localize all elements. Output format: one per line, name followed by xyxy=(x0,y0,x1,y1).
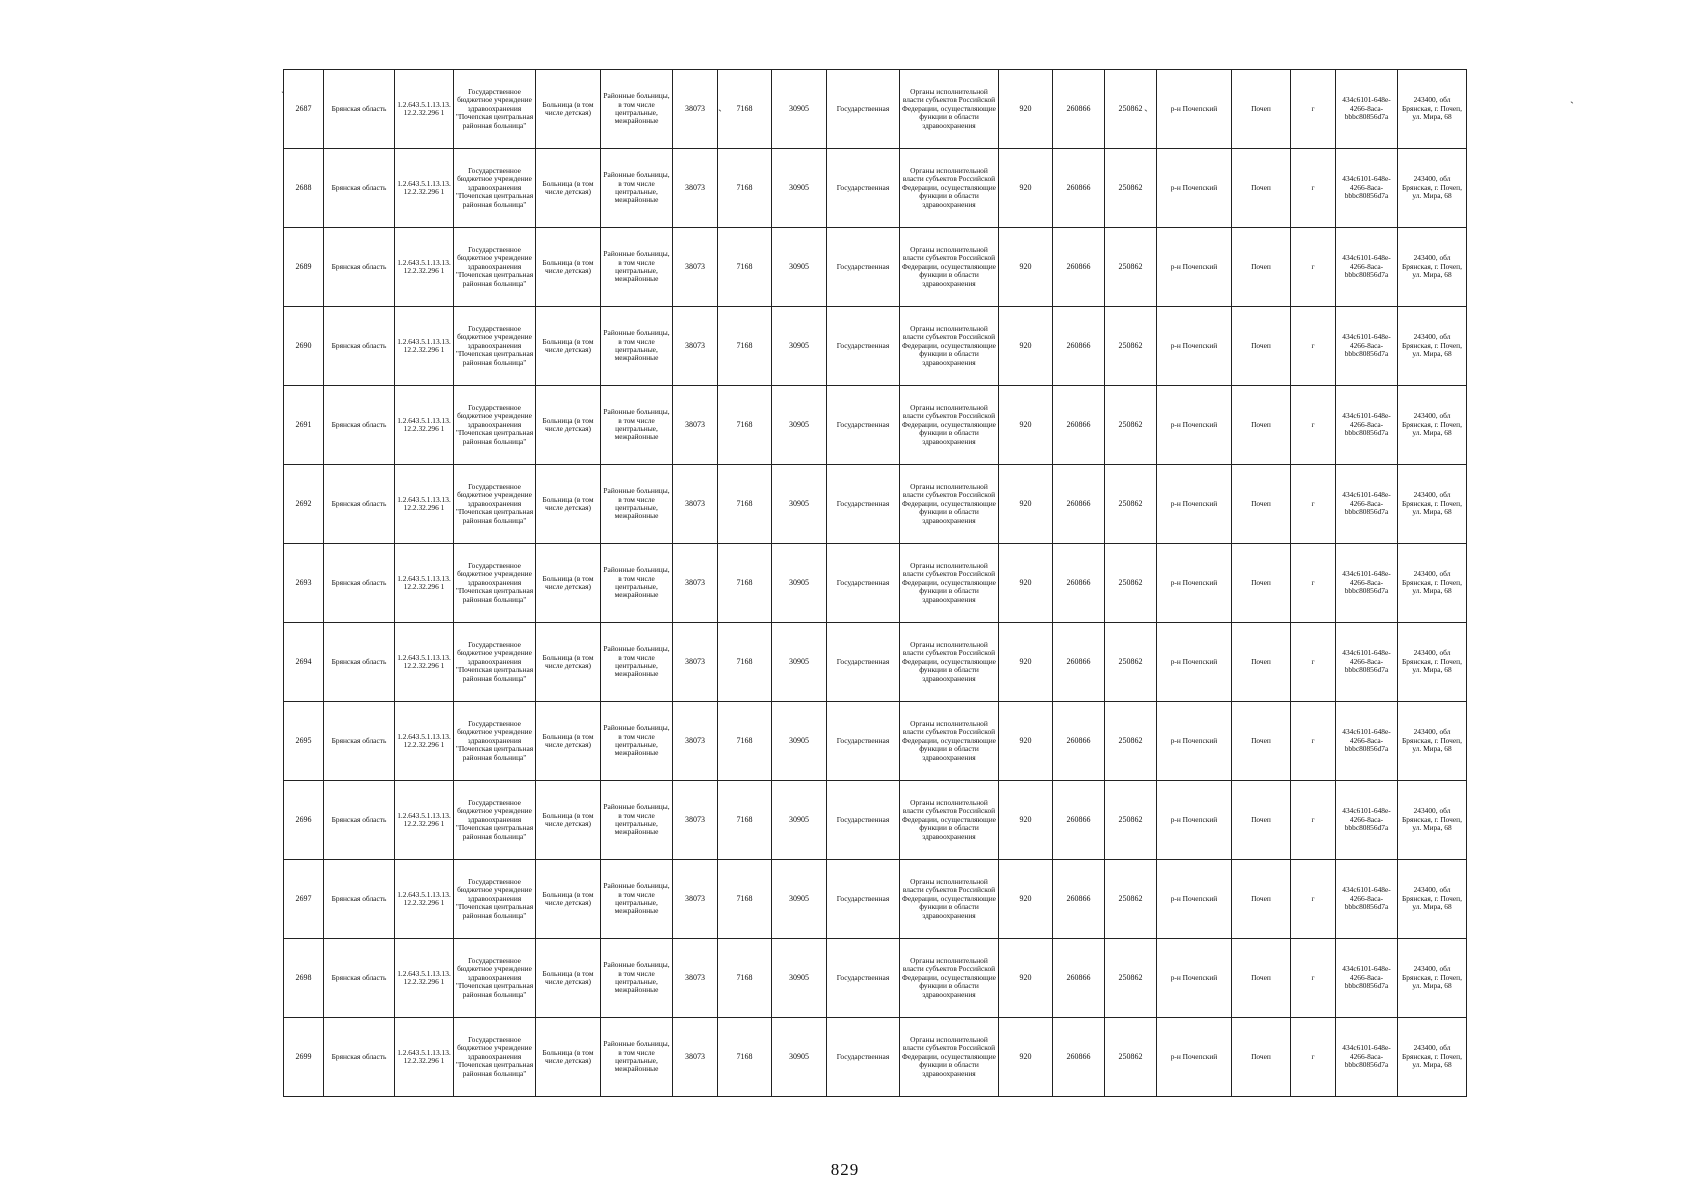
facility-subtype-cell: Районные больницы, в том числе центральные, межрайонные xyxy=(601,781,673,860)
table-row xyxy=(284,781,1467,860)
address-cell: 243400, обл Брянская, г. Почеп, ул. Мира, 68 xyxy=(1398,149,1467,228)
code-2-cell: 7168 xyxy=(718,623,772,702)
row-number-cell: 2690 xyxy=(284,307,324,386)
ownership-cell: Государственная xyxy=(827,623,900,702)
code-6-cell: 250862 xyxy=(1105,70,1157,149)
uuid-cell: 434c6101-648e-4266-8aca-bbbc80856d7a xyxy=(1336,228,1398,307)
authority-cell: Органы исполнительной власти субъектов Российской Федерации, осуществляющие функции в области здравоохранения xyxy=(900,939,999,1018)
page-number: 829 xyxy=(830,1160,860,1179)
code-4-cell: 920 xyxy=(999,228,1053,307)
code-4-cell: 920 xyxy=(999,702,1053,781)
facility-type-cell: Больница (в том числе детская) xyxy=(536,70,601,149)
code-2-cell: 7168 xyxy=(718,860,772,939)
authority-cell: Органы исполнительной власти субъектов Российской Федерации, осуществляющие функции в области здравоохранения xyxy=(900,544,999,623)
settlement-kind-cell: г xyxy=(1291,702,1336,781)
uuid-cell: 434c6101-648e-4266-8aca-bbbc80856d7a xyxy=(1336,149,1398,228)
region-cell: Брянская область xyxy=(324,702,395,781)
oid-code-cell: 1.2.643.5.1.13.13.12.2.32.296 1 xyxy=(395,307,454,386)
facility-type-cell: Больница (в том числе детская) xyxy=(536,623,601,702)
settlement-kind-cell: г xyxy=(1291,1018,1336,1097)
district-cell: р-н Почепский xyxy=(1157,465,1232,544)
region-cell: Брянская область xyxy=(324,544,395,623)
row-number-cell: 2689 xyxy=(284,228,324,307)
code-3-cell: 30905 xyxy=(772,1018,827,1097)
code-2-cell: 7168 xyxy=(718,70,772,149)
district-cell: р-н Почепский xyxy=(1157,70,1232,149)
settlement-kind-cell: г xyxy=(1291,70,1336,149)
scan-mark: ` xyxy=(1144,107,1148,121)
organization-name-cell: Государственное бюджетное учреждение здравоохранения "Почепская центральная районная больница" xyxy=(454,465,536,544)
region-cell: Брянская область xyxy=(324,307,395,386)
facility-subtype-cell: Районные больницы, в том числе центральные, межрайонные xyxy=(601,465,673,544)
address-cell: 243400, обл Брянская, г. Почеп, ул. Мира, 68 xyxy=(1398,1018,1467,1097)
address-cell: 243400, обл Брянская, г. Почеп, ул. Мира, 68 xyxy=(1398,702,1467,781)
uuid-cell: 434c6101-648e-4266-8aca-bbbc80856d7a xyxy=(1336,702,1398,781)
district-cell: р-н Почепский xyxy=(1157,860,1232,939)
code-4-cell: 920 xyxy=(999,307,1053,386)
city-cell: Почеп xyxy=(1232,860,1291,939)
ownership-cell: Государственная xyxy=(827,70,900,149)
code-5-cell: 260866 xyxy=(1053,386,1105,465)
code-1-cell: 38073 xyxy=(673,386,718,465)
code-6-cell: 250862 xyxy=(1105,228,1157,307)
row-number-cell: 2691 xyxy=(284,386,324,465)
facility-type-cell: Больница (в том числе детская) xyxy=(536,465,601,544)
code-2-cell: 7168 xyxy=(718,307,772,386)
table-row xyxy=(284,623,1467,702)
table-row xyxy=(284,544,1467,623)
city-cell: Почеп xyxy=(1232,307,1291,386)
facility-type-cell: Больница (в том числе детская) xyxy=(536,228,601,307)
code-5-cell: 260866 xyxy=(1053,702,1105,781)
uuid-cell: 434c6101-648e-4266-8aca-bbbc80856d7a xyxy=(1336,307,1398,386)
code-5-cell: 260866 xyxy=(1053,939,1105,1018)
code-1-cell: 38073 xyxy=(673,781,718,860)
ownership-cell: Государственная xyxy=(827,544,900,623)
authority-cell: Органы исполнительной власти субъектов Российской Федерации, осуществляющие функции в области здравоохранения xyxy=(900,307,999,386)
ownership-cell: Государственная xyxy=(827,386,900,465)
oid-code-cell: 1.2.643.5.1.13.13.12.2.32.296 1 xyxy=(395,702,454,781)
code-1-cell: 38073 xyxy=(673,307,718,386)
code-4-cell: 920 xyxy=(999,544,1053,623)
district-cell: р-н Почепский xyxy=(1157,939,1232,1018)
organization-name-cell: Государственное бюджетное учреждение здравоохранения "Почепская центральная районная больница" xyxy=(454,228,536,307)
organization-name-cell: Государственное бюджетное учреждение здравоохранения "Почепская центральная районная больница" xyxy=(454,781,536,860)
region-cell: Брянская область xyxy=(324,939,395,1018)
facility-subtype-cell: Районные больницы, в том числе центральные, межрайонные xyxy=(601,228,673,307)
facility-type-cell: Больница (в том числе детская) xyxy=(536,939,601,1018)
uuid-cell: 434c6101-648e-4266-8aca-bbbc80856d7a xyxy=(1336,939,1398,1018)
code-3-cell: 30905 xyxy=(772,781,827,860)
table-row xyxy=(284,702,1467,781)
uuid-cell: 434c6101-648e-4266-8aca-bbbc80856d7a xyxy=(1336,860,1398,939)
code-1-cell: 38073 xyxy=(673,939,718,1018)
organization-name-cell: Государственное бюджетное учреждение здравоохранения "Почепская центральная районная больница" xyxy=(454,702,536,781)
ownership-cell: Государственная xyxy=(827,860,900,939)
organization-name-cell: Государственное бюджетное учреждение здравоохранения "Почепская центральная районная больница" xyxy=(454,70,536,149)
facility-subtype-cell: Районные больницы, в том числе центральные, межрайонные xyxy=(601,860,673,939)
table-row xyxy=(284,1018,1467,1097)
region-cell: Брянская область xyxy=(324,465,395,544)
oid-code-cell: 1.2.643.5.1.13.13.12.2.32.296 1 xyxy=(395,544,454,623)
uuid-cell: 434c6101-648e-4266-8aca-bbbc80856d7a xyxy=(1336,781,1398,860)
code-5-cell: 260866 xyxy=(1053,307,1105,386)
authority-cell: Органы исполнительной власти субъектов Российской Федерации, осуществляющие функции в области здравоохранения xyxy=(900,860,999,939)
authority-cell: Органы исполнительной власти субъектов Российской Федерации, осуществляющие функции в области здравоохранения xyxy=(900,465,999,544)
settlement-kind-cell: г xyxy=(1291,386,1336,465)
code-3-cell: 30905 xyxy=(772,702,827,781)
ownership-cell: Государственная xyxy=(827,149,900,228)
facility-type-cell: Больница (в том числе детская) xyxy=(536,544,601,623)
registry-table xyxy=(283,69,1467,1097)
row-number-cell: 2693 xyxy=(284,544,324,623)
oid-code-cell: 1.2.643.5.1.13.13.12.2.32.296 1 xyxy=(395,1018,454,1097)
row-number-cell: 2692 xyxy=(284,465,324,544)
code-5-cell: 260866 xyxy=(1053,1018,1105,1097)
organization-name-cell: Государственное бюджетное учреждение здравоохранения "Почепская центральная районная больница" xyxy=(454,307,536,386)
region-cell: Брянская область xyxy=(324,860,395,939)
oid-code-cell: 1.2.643.5.1.13.13.12.2.32.296 1 xyxy=(395,623,454,702)
ownership-cell: Государственная xyxy=(827,781,900,860)
code-6-cell: 250862 xyxy=(1105,623,1157,702)
code-2-cell: 7168 xyxy=(718,386,772,465)
uuid-cell: 434c6101-648e-4266-8aca-bbbc80856d7a xyxy=(1336,70,1398,149)
address-cell: 243400, обл Брянская, г. Почеп, ул. Мира, 68 xyxy=(1398,70,1467,149)
district-cell: р-н Почепский xyxy=(1157,1018,1232,1097)
row-number-cell: 2694 xyxy=(284,623,324,702)
row-number-cell: 2699 xyxy=(284,1018,324,1097)
organization-name-cell: Государственное бюджетное учреждение здравоохранения "Почепская центральная районная больница" xyxy=(454,149,536,228)
scan-mark: ` xyxy=(281,89,285,103)
settlement-kind-cell: г xyxy=(1291,860,1336,939)
code-2-cell: 7168 xyxy=(718,1018,772,1097)
code-5-cell: 260866 xyxy=(1053,465,1105,544)
code-5-cell: 260866 xyxy=(1053,149,1105,228)
facility-subtype-cell: Районные больницы, в том числе центральные, межрайонные xyxy=(601,939,673,1018)
address-cell: 243400, обл Брянская, г. Почеп, ул. Мира, 68 xyxy=(1398,386,1467,465)
table-row xyxy=(284,149,1467,228)
facility-subtype-cell: Районные больницы, в том числе центральные, межрайонные xyxy=(601,623,673,702)
ownership-cell: Государственная xyxy=(827,702,900,781)
facility-type-cell: Больница (в том числе детская) xyxy=(536,307,601,386)
code-3-cell: 30905 xyxy=(772,623,827,702)
code-1-cell: 38073 xyxy=(673,1018,718,1097)
facility-type-cell: Больница (в том числе детская) xyxy=(536,781,601,860)
address-cell: 243400, обл Брянская, г. Почеп, ул. Мира, 68 xyxy=(1398,860,1467,939)
ownership-cell: Государственная xyxy=(827,1018,900,1097)
row-number-cell: 2696 xyxy=(284,781,324,860)
region-cell: Брянская область xyxy=(324,1018,395,1097)
district-cell: р-н Почепский xyxy=(1157,149,1232,228)
city-cell: Почеп xyxy=(1232,465,1291,544)
organization-name-cell: Государственное бюджетное учреждение здравоохранения "Почепская центральная районная больница" xyxy=(454,544,536,623)
code-3-cell: 30905 xyxy=(772,307,827,386)
city-cell: Почеп xyxy=(1232,781,1291,860)
district-cell: р-н Почепский xyxy=(1157,702,1232,781)
row-number-cell: 2698 xyxy=(284,939,324,1018)
oid-code-cell: 1.2.643.5.1.13.13.12.2.32.296 1 xyxy=(395,860,454,939)
code-3-cell: 30905 xyxy=(772,939,827,1018)
settlement-kind-cell: г xyxy=(1291,465,1336,544)
settlement-kind-cell: г xyxy=(1291,149,1336,228)
settlement-kind-cell: г xyxy=(1291,781,1336,860)
settlement-kind-cell: г xyxy=(1291,544,1336,623)
city-cell: Почеп xyxy=(1232,702,1291,781)
code-6-cell: 250862 xyxy=(1105,1018,1157,1097)
organization-name-cell: Государственное бюджетное учреждение здравоохранения "Почепская центральная районная больница" xyxy=(454,860,536,939)
address-cell: 243400, обл Брянская, г. Почеп, ул. Мира, 68 xyxy=(1398,307,1467,386)
ownership-cell: Государственная xyxy=(827,228,900,307)
scan-mark: ` xyxy=(1570,99,1574,113)
city-cell: Почеп xyxy=(1232,386,1291,465)
organization-name-cell: Государственное бюджетное учреждение здравоохранения "Почепская центральная районная больница" xyxy=(454,623,536,702)
code-6-cell: 250862 xyxy=(1105,149,1157,228)
facility-type-cell: Больница (в том числе детская) xyxy=(536,860,601,939)
address-cell: 243400, обл Брянская, г. Почеп, ул. Мира, 68 xyxy=(1398,228,1467,307)
code-1-cell: 38073 xyxy=(673,860,718,939)
district-cell: р-н Почепский xyxy=(1157,623,1232,702)
settlement-kind-cell: г xyxy=(1291,939,1336,1018)
facility-subtype-cell: Районные больницы, в том числе центральные, межрайонные xyxy=(601,1018,673,1097)
code-6-cell: 250862 xyxy=(1105,860,1157,939)
code-6-cell: 250862 xyxy=(1105,307,1157,386)
ownership-cell: Государственная xyxy=(827,939,900,1018)
code-2-cell: 7168 xyxy=(718,702,772,781)
uuid-cell: 434c6101-648e-4266-8aca-bbbc80856d7a xyxy=(1336,386,1398,465)
code-6-cell: 250862 xyxy=(1105,465,1157,544)
scan-mark: ` xyxy=(718,107,722,121)
oid-code-cell: 1.2.643.5.1.13.13.12.2.32.296 1 xyxy=(395,70,454,149)
organization-name-cell: Государственное бюджетное учреждение здравоохранения "Почепская центральная районная больница" xyxy=(454,386,536,465)
city-cell: Почеп xyxy=(1232,1018,1291,1097)
district-cell: р-н Почепский xyxy=(1157,544,1232,623)
code-6-cell: 250862 xyxy=(1105,781,1157,860)
code-4-cell: 920 xyxy=(999,70,1053,149)
table-row xyxy=(284,70,1467,149)
table-row xyxy=(284,939,1467,1018)
ownership-cell: Государственная xyxy=(827,465,900,544)
facility-subtype-cell: Районные больницы, в том числе центральные, межрайонные xyxy=(601,386,673,465)
uuid-cell: 434c6101-648e-4266-8aca-bbbc80856d7a xyxy=(1336,1018,1398,1097)
code-4-cell: 920 xyxy=(999,623,1053,702)
code-5-cell: 260866 xyxy=(1053,228,1105,307)
district-cell: р-н Почепский xyxy=(1157,781,1232,860)
region-cell: Брянская область xyxy=(324,228,395,307)
facility-subtype-cell: Районные больницы, в том числе центральные, межрайонные xyxy=(601,702,673,781)
organization-name-cell: Государственное бюджетное учреждение здравоохранения "Почепская центральная районная больница" xyxy=(454,1018,536,1097)
oid-code-cell: 1.2.643.5.1.13.13.12.2.32.296 1 xyxy=(395,149,454,228)
oid-code-cell: 1.2.643.5.1.13.13.12.2.32.296 1 xyxy=(395,465,454,544)
code-1-cell: 38073 xyxy=(673,544,718,623)
code-5-cell: 260866 xyxy=(1053,781,1105,860)
code-6-cell: 250862 xyxy=(1105,544,1157,623)
district-cell: р-н Почепский xyxy=(1157,228,1232,307)
uuid-cell: 434c6101-648e-4266-8aca-bbbc80856d7a xyxy=(1336,623,1398,702)
authority-cell: Органы исполнительной власти субъектов Российской Федерации, осуществляющие функции в области здравоохранения xyxy=(900,149,999,228)
uuid-cell: 434c6101-648e-4266-8aca-bbbc80856d7a xyxy=(1336,465,1398,544)
city-cell: Почеп xyxy=(1232,544,1291,623)
city-cell: Почеп xyxy=(1232,70,1291,149)
code-1-cell: 38073 xyxy=(673,623,718,702)
code-3-cell: 30905 xyxy=(772,149,827,228)
city-cell: Почеп xyxy=(1232,228,1291,307)
city-cell: Почеп xyxy=(1232,623,1291,702)
address-cell: 243400, обл Брянская, г. Почеп, ул. Мира, 68 xyxy=(1398,939,1467,1018)
facility-type-cell: Больница (в том числе детская) xyxy=(536,386,601,465)
city-cell: Почеп xyxy=(1232,939,1291,1018)
row-number-cell: 2688 xyxy=(284,149,324,228)
region-cell: Брянская область xyxy=(324,623,395,702)
table-row xyxy=(284,465,1467,544)
region-cell: Брянская область xyxy=(324,781,395,860)
code-2-cell: 7168 xyxy=(718,544,772,623)
authority-cell: Органы исполнительной власти субъектов Российской Федерации, осуществляющие функции в области здравоохранения xyxy=(900,781,999,860)
authority-cell: Органы исполнительной власти субъектов Российской Федерации, осуществляющие функции в области здравоохранения xyxy=(900,1018,999,1097)
facility-subtype-cell: Районные больницы, в том числе центральные, межрайонные xyxy=(601,149,673,228)
facility-subtype-cell: Районные больницы, в том числе центральные, межрайонные xyxy=(601,307,673,386)
code-5-cell: 260866 xyxy=(1053,544,1105,623)
code-6-cell: 250862 xyxy=(1105,939,1157,1018)
facility-type-cell: Больница (в том числе детская) xyxy=(536,702,601,781)
oid-code-cell: 1.2.643.5.1.13.13.12.2.32.296 1 xyxy=(395,386,454,465)
code-4-cell: 920 xyxy=(999,1018,1053,1097)
district-cell: р-н Почепский xyxy=(1157,386,1232,465)
code-2-cell: 7168 xyxy=(718,228,772,307)
row-number-cell: 2695 xyxy=(284,702,324,781)
facility-type-cell: Больница (в том числе детская) xyxy=(536,1018,601,1097)
code-2-cell: 7168 xyxy=(718,939,772,1018)
code-3-cell: 30905 xyxy=(772,544,827,623)
address-cell: 243400, обл Брянская, г. Почеп, ул. Мира, 68 xyxy=(1398,465,1467,544)
address-cell: 243400, обл Брянская, г. Почеп, ул. Мира, 68 xyxy=(1398,544,1467,623)
district-cell: р-н Почепский xyxy=(1157,307,1232,386)
code-4-cell: 920 xyxy=(999,781,1053,860)
settlement-kind-cell: г xyxy=(1291,623,1336,702)
address-cell: 243400, обл Брянская, г. Почеп, ул. Мира, 68 xyxy=(1398,781,1467,860)
ownership-cell: Государственная xyxy=(827,307,900,386)
code-6-cell: 250862 xyxy=(1105,702,1157,781)
oid-code-cell: 1.2.643.5.1.13.13.12.2.32.296 1 xyxy=(395,228,454,307)
settlement-kind-cell: г xyxy=(1291,228,1336,307)
region-cell: Брянская область xyxy=(324,386,395,465)
address-cell: 243400, обл Брянская, г. Почеп, ул. Мира, 68 xyxy=(1398,623,1467,702)
code-4-cell: 920 xyxy=(999,149,1053,228)
code-3-cell: 30905 xyxy=(772,228,827,307)
code-4-cell: 920 xyxy=(999,386,1053,465)
oid-code-cell: 1.2.643.5.1.13.13.12.2.32.296 1 xyxy=(395,781,454,860)
table-row xyxy=(284,860,1467,939)
code-5-cell: 260866 xyxy=(1053,623,1105,702)
code-4-cell: 920 xyxy=(999,939,1053,1018)
code-5-cell: 260866 xyxy=(1053,70,1105,149)
row-number-cell: 2697 xyxy=(284,860,324,939)
table-body xyxy=(284,70,1467,1097)
settlement-kind-cell: г xyxy=(1291,307,1336,386)
code-3-cell: 30905 xyxy=(772,465,827,544)
facility-subtype-cell: Районные больницы, в том числе центральные, межрайонные xyxy=(601,544,673,623)
oid-code-cell: 1.2.643.5.1.13.13.12.2.32.296 1 xyxy=(395,939,454,1018)
authority-cell: Органы исполнительной власти субъектов Российской Федерации, осуществляющие функции в области здравоохранения xyxy=(900,702,999,781)
code-2-cell: 7168 xyxy=(718,149,772,228)
region-cell: Брянская область xyxy=(324,149,395,228)
code-1-cell: 38073 xyxy=(673,228,718,307)
table-row xyxy=(284,386,1467,465)
code-3-cell: 30905 xyxy=(772,386,827,465)
code-2-cell: 7168 xyxy=(718,465,772,544)
code-4-cell: 920 xyxy=(999,465,1053,544)
code-3-cell: 30905 xyxy=(772,70,827,149)
authority-cell: Органы исполнительной власти субъектов Российской Федерации, осуществляющие функции в области здравоохранения xyxy=(900,70,999,149)
table-row xyxy=(284,307,1467,386)
authority-cell: Органы исполнительной власти субъектов Российской Федерации, осуществляющие функции в области здравоохранения xyxy=(900,623,999,702)
code-3-cell: 30905 xyxy=(772,860,827,939)
uuid-cell: 434c6101-648e-4266-8aca-bbbc80856d7a xyxy=(1336,544,1398,623)
code-1-cell: 38073 xyxy=(673,465,718,544)
code-1-cell: 38073 xyxy=(673,70,718,149)
code-4-cell: 920 xyxy=(999,860,1053,939)
row-number-cell: 2687 xyxy=(284,70,324,149)
code-5-cell: 260866 xyxy=(1053,860,1105,939)
facility-type-cell: Больница (в том числе детская) xyxy=(536,149,601,228)
authority-cell: Органы исполнительной власти субъектов Российской Федерации, осуществляющие функции в области здравоохранения xyxy=(900,228,999,307)
code-1-cell: 38073 xyxy=(673,702,718,781)
city-cell: Почеп xyxy=(1232,149,1291,228)
region-cell: Брянская область xyxy=(324,70,395,149)
authority-cell: Органы исполнительной власти субъектов Российской Федерации, осуществляющие функции в области здравоохранения xyxy=(900,386,999,465)
table-row xyxy=(284,228,1467,307)
code-1-cell: 38073 xyxy=(673,149,718,228)
code-6-cell: 250862 xyxy=(1105,386,1157,465)
facility-subtype-cell: Районные больницы, в том числе центральные, межрайонные xyxy=(601,70,673,149)
code-2-cell: 7168 xyxy=(718,781,772,860)
organization-name-cell: Государственное бюджетное учреждение здравоохранения "Почепская центральная районная больница" xyxy=(454,939,536,1018)
